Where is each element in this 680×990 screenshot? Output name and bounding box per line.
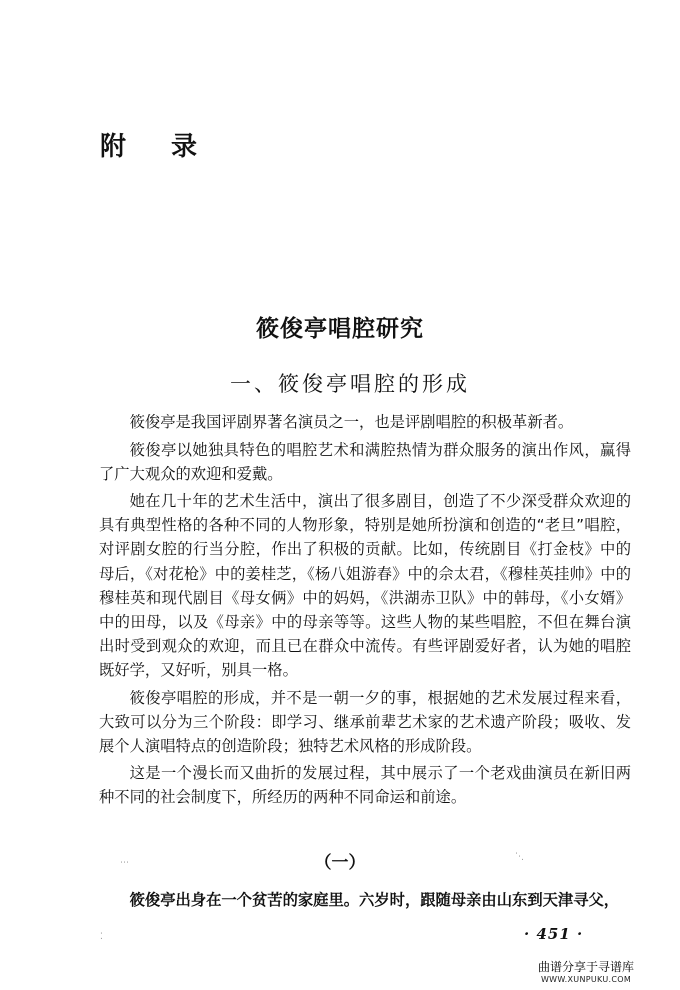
scan-speck: ⋱ xyxy=(515,852,524,862)
subsection-title: （一） xyxy=(314,853,366,873)
paragraph: 筱俊亭出身在一个贫苦的家庭里。六岁时，跟随母亲由山东到天津寻父， xyxy=(129,891,620,909)
section-title: 一、筱俊亭唱腔的形成 xyxy=(230,372,470,396)
body-text xyxy=(99,410,631,813)
watermark-site-name: 曲谱分享于寻谱库 xyxy=(537,960,634,974)
article-title: 筱俊亭唱腔研究 xyxy=(256,316,424,342)
paragraph: 这是一个漫长而又曲折的发展过程，其中展示了一个老戏曲演员在新旧两种不同的社会制度下，所经历的两种不同命运和前途。 xyxy=(99,764,631,807)
paragraph: 筱俊亭是我国评剧界著名演员之一，也是评剧唱腔的积极革新者。 xyxy=(129,413,574,431)
appendix-title: 附 录 xyxy=(100,132,216,162)
scan-speck: ⁚ xyxy=(100,932,103,942)
paragraph: 筱俊亭以她独具特色的唱腔艺术和满腔热情为群众服务的演出作风，赢得了广大观众的欢迎和爱戴。 xyxy=(99,440,631,483)
watermark xyxy=(538,960,634,985)
watermark-url: WWW.XUNPUKU.COM xyxy=(540,975,632,984)
paragraph: 她在几十年的艺术生活中，演出了很多剧目，创造了不少深受群众欢迎的具有典型性格的各种不同的人物形象，特别是她所扮演和创造的“老旦”唱腔，对评剧女腔的行当分腔，作出了积极的贡献。比如，传统剧目《打金枝》中的母后，《对花枪》中的姜桂芝，《杨八姐游春》中的佘太君，《穆桂英挂帅》中的穆桂英和现代剧目《母女俩》中的妈妈，《洪湖赤卫队》中的韩母，《小女婿》中的田母，以及《母亲》中的母亲等等。这些人物的某些唱腔，不但在舞台演出时受到观众的欢迎，而且已在群众中流传。有些评剧爱好者，认为她的唱腔既好学，又好听，别具一格。 xyxy=(99,492,631,679)
scan-speck: ⋯ xyxy=(120,858,129,868)
paragraph: 筱俊亭唱腔的形成，并不是一朝一夕的事，根据她的艺术发展过程来看，大致可以分为三个阶段：即学习、继承前辈艺术家的艺术遗产阶段；吸收、发展个人演唱特点的创造阶段；独特艺术风格的形成阶段。 xyxy=(99,688,631,755)
page-number: · 451 · xyxy=(524,925,584,943)
